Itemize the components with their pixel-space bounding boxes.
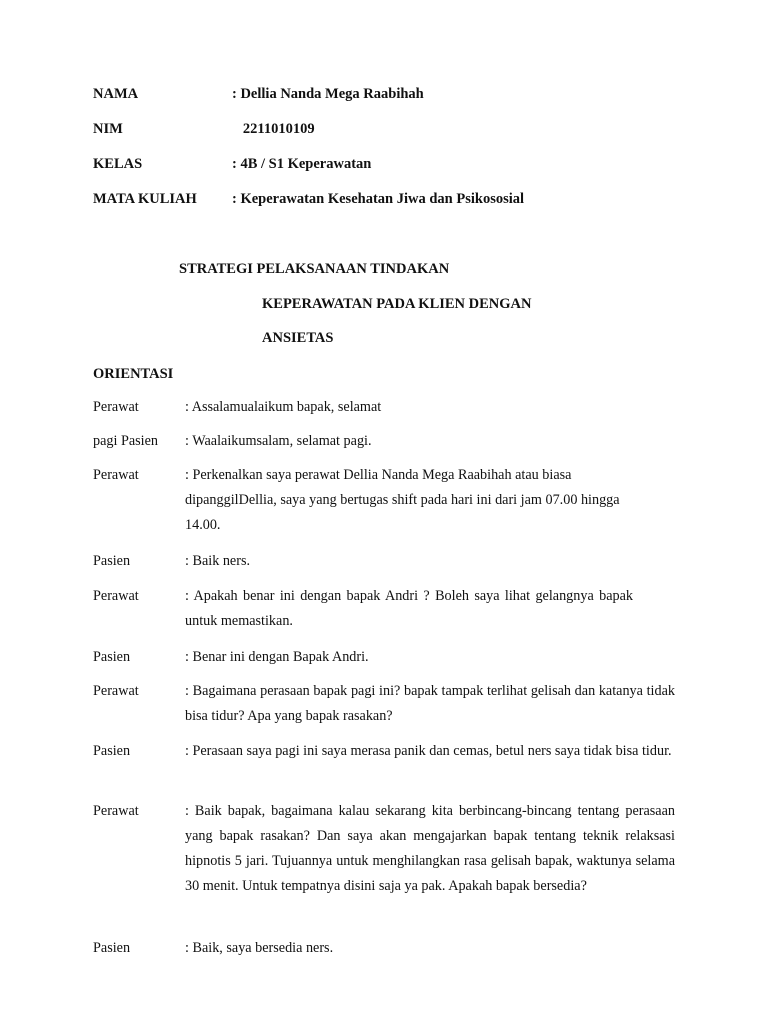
dialogue-text: : Benar ini dengan Bapak Andri. — [185, 649, 369, 665]
document-title-line-1: STRATEGI PELAKSANAAN TINDAKAN — [179, 261, 450, 277]
speaker-label: Pasien — [93, 743, 131, 759]
speaker-label: Pasien — [93, 940, 131, 956]
dialogue-turn — [93, 429, 675, 454]
dialogue-turn — [93, 739, 675, 764]
dialogue-turn — [93, 645, 675, 670]
header-row-kelas — [93, 155, 371, 173]
speaker-label: Perawat — [93, 588, 139, 604]
dialogue-text: : Baik, saya bersedia ners. — [185, 940, 334, 956]
header-label: NIM — [93, 121, 123, 137]
speaker-label: Pasien — [93, 649, 131, 665]
header-row-nim — [93, 120, 315, 138]
dialogue-text: : Baik bapak, bagaimana kalau sekarang kita berbincang-bincang tentang perasaan yang bapak rasakan? Dan saya akan mengajarkan bapak tentang teknik relaksasi hipnotis 5 jari. Tujuannya untuk menghilangkan rasa gelisah bapak, waktunya selama 30 menit. Untuk tempatnya disini saja ya pak. Apakah bapak bersedia? — [185, 803, 675, 894]
speaker-label: Perawat — [93, 683, 139, 699]
header-label: KELAS — [93, 156, 143, 172]
header-label: NAMA — [93, 86, 139, 102]
dialogue-turn — [93, 549, 675, 574]
speaker-label: Perawat — [93, 399, 139, 415]
dialogue-text: : Bagaimana perasaan bapak pagi ini? bapak tampak terlihat gelisah dan katanya tidak bisa tidur? Apa yang bapak rasakan? — [185, 683, 675, 724]
dialogue-turn — [93, 584, 633, 634]
speaker-label: Perawat — [93, 803, 139, 819]
dialogue-text: : Perasaan saya pagi ini saya merasa panik dan cemas, betul ners saya tidak bisa tidur. — [185, 743, 672, 759]
dialogue-text: : Apakah benar ini dengan bapak Andri ? Boleh saya lihat gelangnya bapak untuk memastikan. — [185, 588, 633, 629]
header-label: MATA KULIAH — [93, 191, 197, 207]
section-heading-orientasi: ORIENTASI — [93, 366, 174, 382]
dialogue-text: : Assalamualaikum bapak, selamat — [185, 399, 382, 415]
dialogue-turn — [93, 936, 675, 961]
speaker-label: Perawat — [93, 467, 139, 483]
dialogue-turn — [93, 395, 675, 420]
dialogue-text: : Waalaikumsalam, selamat pagi. — [185, 433, 372, 449]
document-title-line-3: ANSIETAS — [262, 330, 334, 346]
dialogue-turn — [93, 463, 623, 538]
header-value: : Keperawatan Kesehatan Jiwa dan Psikososial — [232, 191, 525, 207]
speaker-label: Pasien — [93, 553, 131, 569]
dialogue-text: : Baik ners. — [185, 553, 251, 569]
dialogue-text: : Perkenalkan saya perawat Dellia Nanda Mega Raabihah atau biasa dipanggilDellia, saya yang bertugas shift pada hari ini dari jam 07.00 hingga 14.00. — [185, 467, 620, 533]
dialogue-turn — [93, 799, 675, 899]
header-row-mata-kuliah — [93, 190, 524, 208]
dialogue-turn — [93, 679, 675, 729]
header-row-nama — [93, 85, 424, 103]
header-value: : 4B / S1 Keperawatan — [232, 156, 372, 172]
header-value: : Dellia Nanda Mega Raabihah — [232, 86, 424, 102]
document-title-line-2: KEPERAWATAN PADA KLIEN DENGAN — [262, 296, 532, 312]
header-value: 2211010109 — [232, 121, 315, 137]
speaker-label: pagi Pasien — [93, 433, 159, 449]
